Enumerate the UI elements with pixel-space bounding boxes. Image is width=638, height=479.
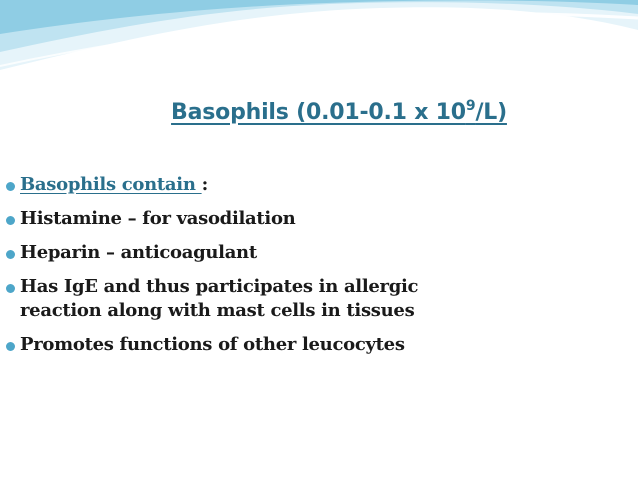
bullet-text: : xyxy=(201,174,208,195)
bullet-list xyxy=(6,173,626,367)
title-end: /L) xyxy=(475,100,507,125)
bullet-icon xyxy=(6,250,15,259)
bullet-icon xyxy=(6,342,15,351)
bullet-icon xyxy=(6,182,15,191)
bullet-icon xyxy=(6,284,15,293)
bullet-text: Histamine – for vasodilation xyxy=(20,208,296,229)
list-item xyxy=(6,333,626,357)
list-item xyxy=(6,207,626,231)
bullet-text: Promotes functions of other leucocytes xyxy=(20,334,405,355)
header-wave-decoration xyxy=(0,0,638,90)
list-item xyxy=(6,173,626,197)
bullet-text-line1: Has IgE and thus participates in allergic xyxy=(20,276,419,297)
bullet-text-line2: reaction along with mast cells in tissues xyxy=(20,300,415,321)
slide-title xyxy=(0,100,638,125)
bullet-text: Heparin – anticoagulant xyxy=(20,242,257,263)
list-item xyxy=(6,241,626,265)
title-main: Basophils (0.01-0.1 x 10 xyxy=(171,100,466,125)
bullet-icon xyxy=(6,216,15,225)
bullet-highlight: Basophils contain xyxy=(20,174,202,195)
list-item xyxy=(6,275,626,323)
title-superscript: 9 xyxy=(465,98,476,114)
